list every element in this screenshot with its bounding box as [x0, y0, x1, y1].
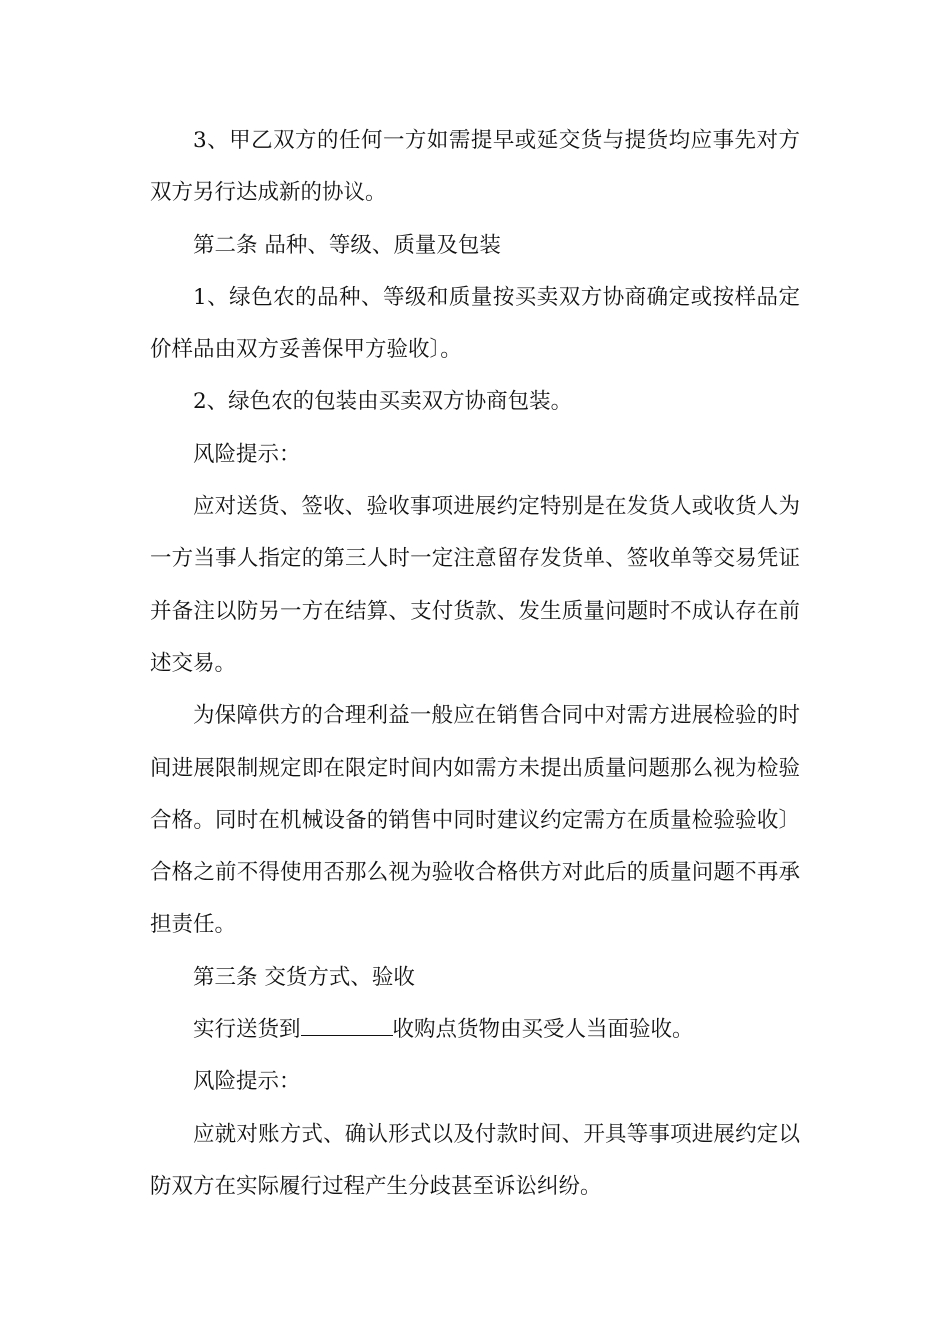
- document-body: [150, 115, 800, 1213]
- paragraph-packaging: 2、绿色农的包装由买卖双方协商包装。: [193, 389, 573, 415]
- risk-notice-heading-2: 风险提示：: [193, 1069, 301, 1095]
- paragraph-risk-delivery: 应对送货、签收、验收事项进展约定特别是在发货人或收货人为一方当事人指定的第三人时一定注意留存发货单、签收单等交易凭证并备注以防另一方在结算、支付货款、发生质量问题时不成认存在前述交易。: [150, 494, 800, 676]
- paragraph-variety-quality: 1、绿色农的品种、等级和质量按买卖双方协商确定或按样品定价样品由双方妥善保甲方验收〕。: [150, 284, 800, 363]
- heading-article-3: 第三条 交货方式、验收: [193, 964, 415, 990]
- risk-notice-heading: 风险提示：: [193, 441, 301, 467]
- delivery-text-prefix: 实行送货到: [193, 1017, 301, 1043]
- paragraph-risk-inspection: 为保障供方的合理利益一般应在销售合同中对需方进展检验的时间进展限制规定即在限定时间内如需方未提出质量问题那么视为检验合格。同时在机械设备的销售中同时建议约定需方在质量检验验收〕合格之前不得使用否那么视为验收合格供方对此后的质量问题不再承担责任。: [150, 703, 800, 938]
- heading-article-2: 第二条 品种、等级、质量及包装: [193, 232, 501, 258]
- delivery-text-suffix: 收购点货物由买受人当面验收。: [392, 1017, 694, 1043]
- paragraph-delivery-method: [150, 1004, 800, 1056]
- paragraph-delivery-change: 3、甲乙双方的任何一方如需提早或延交货与提货均应事先对方双方另行达成新的协议。: [150, 128, 800, 206]
- fill-in-blank: [301, 1017, 393, 1036]
- paragraph-risk-payment: 应就对账方式、确认形式以及付款时间、开具等事项进展约定以防双方在实际履行过程产生分歧甚至诉讼纠纷。: [150, 1121, 800, 1199]
